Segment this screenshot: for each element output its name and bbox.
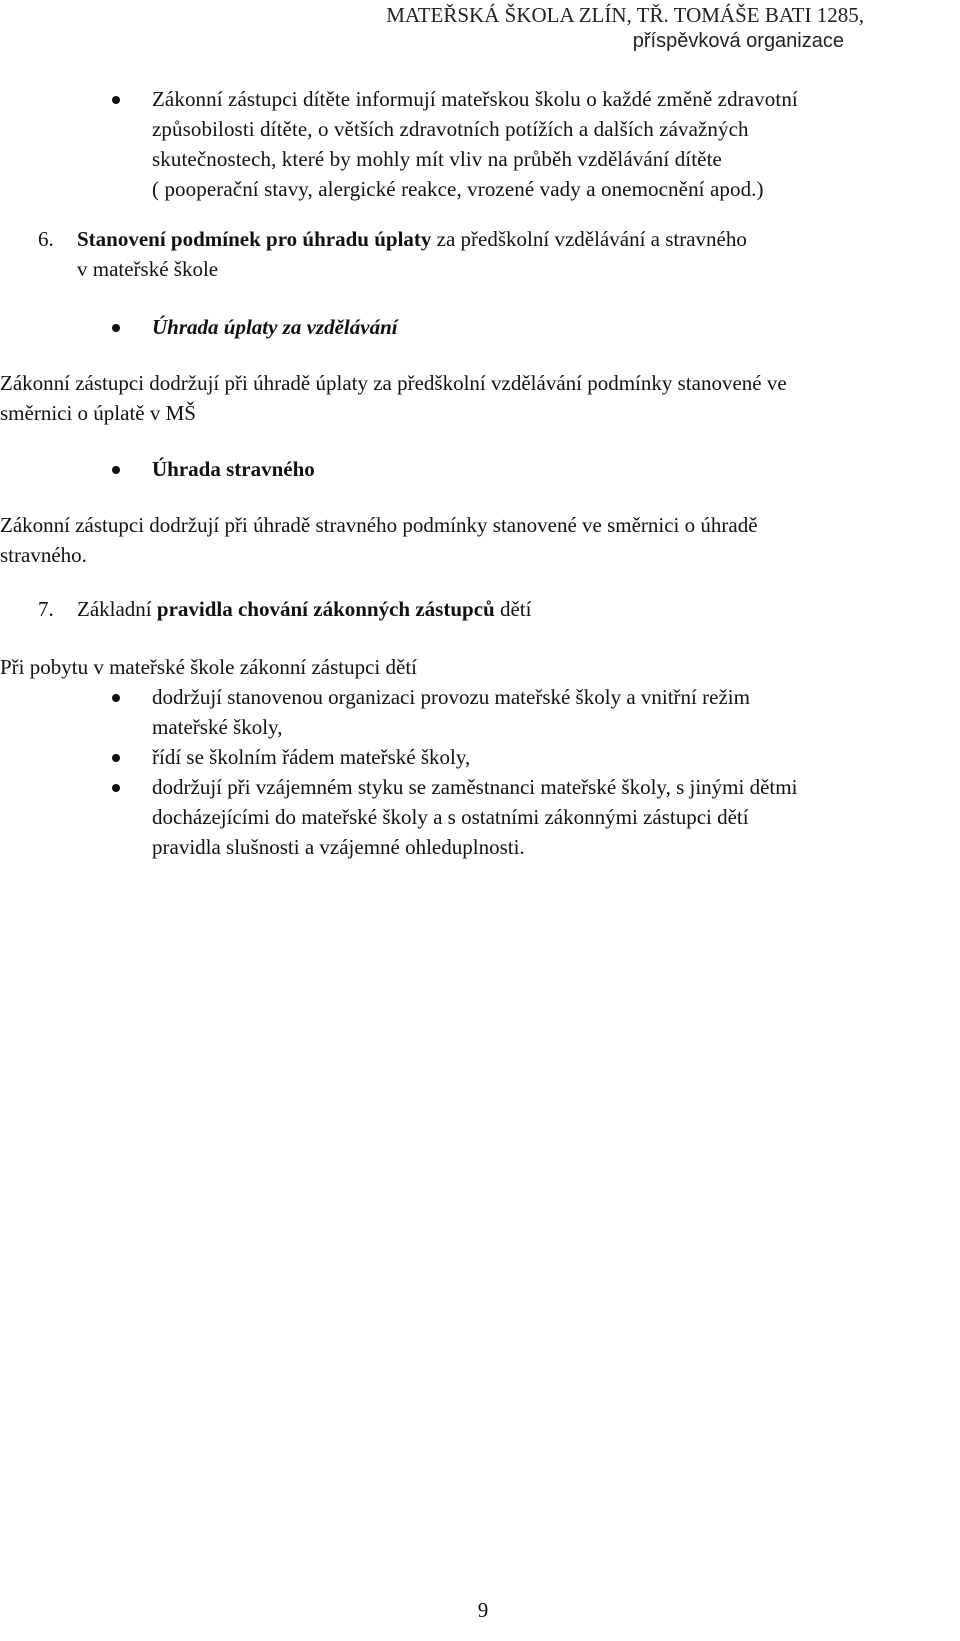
section-number: 7. bbox=[38, 597, 54, 621]
section-title-line2: v mateřské škole bbox=[77, 257, 219, 281]
list-item bbox=[0, 84, 940, 204]
paragraph-line: Zákonní zástupci dodržují při úhradě stravného podmínky stanovené ve směrnici o úhradě bbox=[0, 513, 758, 537]
bullet-icon bbox=[112, 324, 120, 332]
bullet-icon bbox=[112, 754, 120, 762]
bullet-icon bbox=[112, 784, 120, 792]
subheading-tuition-block bbox=[0, 312, 940, 342]
paragraph-line: Zákonní zástupci dodržují při úhradě úplaty za předškolní vzdělávání podmínky stanovené ve bbox=[0, 371, 787, 395]
page-header bbox=[0, 2, 960, 54]
organization-type: příspěvková organizace bbox=[632, 30, 844, 52]
section-number: 6. bbox=[38, 227, 54, 251]
paragraph-tuition bbox=[0, 368, 940, 428]
list-item-line: skutečnostech, které by mohly mít vliv na průběh vzdělávání dítěte bbox=[152, 147, 722, 171]
section-7-intro bbox=[0, 652, 940, 682]
paragraph-line: stravného. bbox=[0, 543, 87, 567]
section-title-post: dětí bbox=[494, 597, 532, 621]
list-item-line: pravidla slušnosti a vzájemné ohleduplnosti. bbox=[152, 835, 525, 859]
list-item-line: ( pooperační stavy, alergické reakce, vrozené vady a onemocnění apod.) bbox=[152, 177, 764, 201]
school-name: MATEŘSKÁ ŠKOLA ZLÍN, TŘ. TOMÁŠE BATI 1285, bbox=[386, 3, 864, 27]
list-item bbox=[0, 742, 940, 772]
subheading-meals: Úhrada stravného bbox=[152, 457, 315, 481]
subheading-meals-block bbox=[0, 454, 940, 484]
paragraph-meals bbox=[0, 510, 940, 570]
list-item-line: dodržují stanovenou organizaci provozu mateřské školy a vnitřní režim bbox=[152, 685, 750, 709]
list-item-line: Zákonní zástupci dítěte informují mateřskou školu o každé změně zdravotní bbox=[152, 87, 798, 111]
list-item-line: docházejícími do mateřské školy a s ostatními zákonnými zástupci dětí bbox=[152, 805, 749, 829]
section-title-rest: za předškolní vzdělávání a stravného bbox=[431, 227, 747, 251]
section-6-heading bbox=[0, 224, 940, 284]
section-7-list bbox=[0, 682, 940, 862]
section-title-bold: Stanovení podmínek pro úhradu úplaty bbox=[77, 227, 432, 251]
list-item-line: dodržují při vzájemném styku se zaměstnanci mateřské školy, s jinými dětmi bbox=[152, 775, 798, 799]
bullet-icon bbox=[112, 96, 120, 104]
list-item-line: řídí se školním řádem mateřské školy, bbox=[152, 745, 471, 769]
section-7-heading bbox=[0, 594, 940, 624]
list-item bbox=[0, 682, 940, 742]
list-item-line: způsobilosti dítěte, o větších zdravotních potížích a dalších závažných bbox=[152, 117, 749, 141]
intro-bullet-block bbox=[0, 84, 940, 204]
list-item-line: mateřské školy, bbox=[152, 715, 283, 739]
bullet-icon bbox=[112, 466, 120, 474]
list-item bbox=[0, 772, 940, 862]
page-number: 9 bbox=[477, 1598, 489, 1622]
section-title-bold: pravidla chování zákonných zástupců bbox=[156, 597, 495, 621]
section-title-pre: Základní bbox=[77, 597, 157, 621]
subheading-tuition: Úhrada úplaty za vzdělávání bbox=[152, 315, 398, 339]
bullet-icon bbox=[112, 694, 120, 702]
paragraph-line: Při pobytu v mateřské škole zákonní zástupci dětí bbox=[0, 655, 417, 679]
paragraph-line: směrnici o úplatě v MŠ bbox=[0, 401, 196, 425]
